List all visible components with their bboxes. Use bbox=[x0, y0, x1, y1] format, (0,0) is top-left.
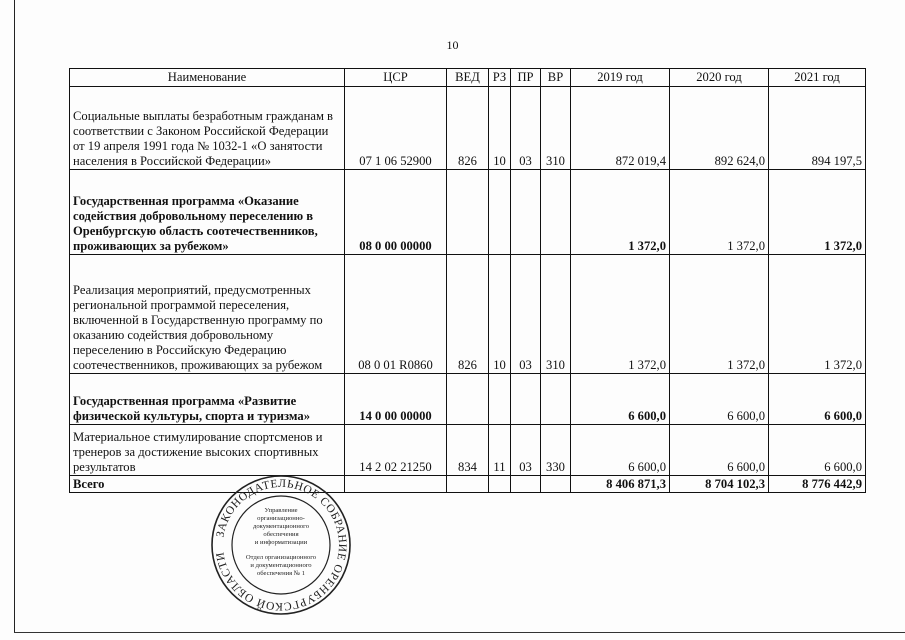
cell-y2019: 6 600,0 bbox=[571, 425, 670, 476]
cell-ved bbox=[447, 170, 489, 255]
cell-rz bbox=[489, 170, 511, 255]
table-row bbox=[70, 425, 866, 476]
budget-table bbox=[69, 68, 866, 493]
total-empty-cell bbox=[541, 476, 571, 493]
cell-rz: 10 bbox=[489, 87, 511, 170]
header-2020: 2020 год bbox=[670, 69, 769, 87]
header-2021: 2021 год bbox=[769, 69, 866, 87]
header-csr: ЦСР bbox=[345, 69, 447, 87]
header-rz: РЗ bbox=[489, 69, 511, 87]
cell-pr: 03 bbox=[511, 87, 541, 170]
cell-y2019: 6 600,0 bbox=[571, 374, 670, 425]
table-header-row bbox=[70, 69, 866, 87]
row-name: Государственная программа «Развитие физической культуры, спорта и туризма» bbox=[70, 374, 345, 425]
cell-pr: 03 bbox=[511, 425, 541, 476]
cell-ved bbox=[447, 374, 489, 425]
cell-csr: 08 0 00 00000 bbox=[345, 170, 447, 255]
table-row bbox=[70, 374, 866, 425]
bottom-rule bbox=[14, 632, 905, 633]
cell-y2019: 1 372,0 bbox=[571, 255, 670, 374]
official-stamp bbox=[210, 474, 352, 616]
stamp-line: и информатизации bbox=[254, 539, 308, 546]
total-empty-cell bbox=[511, 476, 541, 493]
stamp-line: обеспечения bbox=[263, 531, 299, 538]
row-name: Материальное стимулирование спортсменов и тренеров за достижение высоких спортивных результатов bbox=[70, 425, 345, 476]
table-row bbox=[70, 255, 866, 374]
total-row bbox=[70, 476, 866, 493]
cell-csr: 07 1 06 52900 bbox=[345, 87, 447, 170]
row-name: Государственная программа «Оказание содействия добровольному переселению в Оренбургскую область соотечественников, проживающих за рубежом» bbox=[70, 170, 345, 255]
total-y2021: 8 776 442,9 bbox=[769, 476, 866, 493]
header-ved: ВЕД bbox=[447, 69, 489, 87]
stamp-line: документационного bbox=[252, 523, 310, 530]
header-2019: 2019 год bbox=[571, 69, 670, 87]
cell-y2021: 894 197,5 bbox=[769, 87, 866, 170]
header-vr: ВР bbox=[541, 69, 571, 87]
cell-vr bbox=[541, 374, 571, 425]
cell-csr: 14 2 02 21250 bbox=[345, 425, 447, 476]
cell-y2020: 6 600,0 bbox=[670, 425, 769, 476]
stamp-line: и документационного bbox=[250, 562, 312, 569]
cell-rz: 11 bbox=[489, 425, 511, 476]
cell-vr bbox=[541, 170, 571, 255]
stamp-line: обеспечения № 1 bbox=[256, 570, 306, 577]
cell-vr: 310 bbox=[541, 87, 571, 170]
cell-vr: 330 bbox=[541, 425, 571, 476]
cell-vr: 310 bbox=[541, 255, 571, 374]
cell-y2020: 892 624,0 bbox=[670, 87, 769, 170]
cell-ved: 826 bbox=[447, 255, 489, 374]
cell-pr bbox=[511, 374, 541, 425]
cell-pr: 03 bbox=[511, 255, 541, 374]
cell-y2020: 1 372,0 bbox=[670, 170, 769, 255]
cell-rz bbox=[489, 374, 511, 425]
cell-csr: 14 0 00 00000 bbox=[345, 374, 447, 425]
cell-y2020: 6 600,0 bbox=[670, 374, 769, 425]
stamp-line: организационно- bbox=[257, 515, 305, 522]
cell-rz: 10 bbox=[489, 255, 511, 374]
cell-y2021: 6 600,0 bbox=[769, 425, 866, 476]
header-pr: ПР bbox=[511, 69, 541, 87]
cell-y2019: 1 372,0 bbox=[571, 170, 670, 255]
row-name: Реализация мероприятий, предусмотренных региональной программой переселения, включенной в Государственную программу по оказанию содействия добровольному переселению в Российскую Федерацию соотечественников, проживающих за рубежом bbox=[70, 255, 345, 374]
page-number: 10 bbox=[446, 38, 459, 52]
table-row bbox=[70, 170, 866, 255]
total-y2020: 8 704 102,3 bbox=[670, 476, 769, 493]
cell-csr: 08 0 01 R0860 bbox=[345, 255, 447, 374]
table-row bbox=[70, 87, 866, 170]
stamp-inner-text bbox=[246, 507, 317, 577]
total-y2019: 8 406 871,3 bbox=[571, 476, 670, 493]
stamp-ring-text: ЗАКОНОДАТЕЛЬНОЕ СОБРАНИЕ ОРЕНБУРГСКОЙ ОБЛАСТИ bbox=[214, 477, 349, 613]
total-empty-cell bbox=[489, 476, 511, 493]
cell-y2021: 6 600,0 bbox=[769, 374, 866, 425]
left-margin-rule bbox=[14, 0, 15, 632]
cell-ved: 826 bbox=[447, 87, 489, 170]
total-label: Всего bbox=[70, 476, 345, 493]
table-body bbox=[70, 87, 866, 493]
header-name: Наименование bbox=[70, 69, 345, 87]
total-empty-cell bbox=[447, 476, 489, 493]
cell-y2020: 1 372,0 bbox=[670, 255, 769, 374]
cell-ved: 834 bbox=[447, 425, 489, 476]
stamp-line: Управление bbox=[264, 507, 298, 514]
total-empty-cell bbox=[345, 476, 447, 493]
row-name: Социальные выплаты безработным гражданам в соответствии с Законом Российской Федерации от 19 апреля 1991 года № 1032-1 «О занятости населения в Российской Федерации» bbox=[70, 87, 345, 170]
cell-y2021: 1 372,0 bbox=[769, 170, 866, 255]
cell-pr bbox=[511, 170, 541, 255]
stamp-line: Отдел организационного bbox=[245, 554, 317, 561]
cell-y2019: 872 019,4 bbox=[571, 87, 670, 170]
cell-y2021: 1 372,0 bbox=[769, 255, 866, 374]
